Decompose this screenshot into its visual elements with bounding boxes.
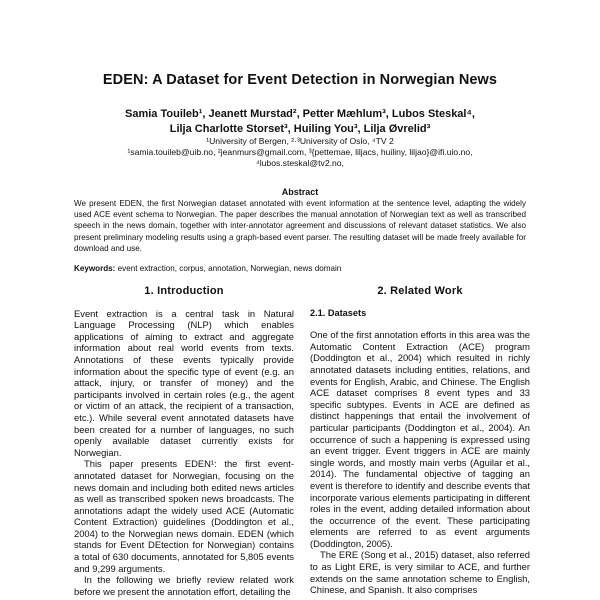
keywords-text: event extraction, corpus, annotation, Norwegian, news domain <box>115 264 342 273</box>
affiliation-line-3: ⁴lubos.steskal@tv2.no, <box>256 158 344 168</box>
authors-line-1: Samia Touileb¹, Jeanett Murstad², Petter Mæhlum³, Lubos Steskal⁴, <box>125 108 475 120</box>
section-introduction-heading: 1. Introduction <box>144 285 224 297</box>
section-related-work-heading: 2. Related Work <box>377 285 463 297</box>
left-column <box>74 286 294 597</box>
affiliation-line-2: ¹samia.touileb@uib.no, ²jeanmurs@gmail.com, ³{pettemae, liljacs, huiliny, liljao}@ifi.uio.no, <box>127 147 473 157</box>
author-list <box>60 107 540 136</box>
keywords <box>74 263 526 274</box>
right-column <box>310 286 530 596</box>
paper-title: EDEN: A Dataset for Event Detection in Norwegian News <box>102 72 498 88</box>
authors-line-2: Lilja Charlotte Storset³, Huiling You³, Lilja Øvrelid³ <box>169 122 431 135</box>
abstract-text: We present EDEN, the first Norwegian dataset annotated with event information at the sentence level, adapting the widely used ACE event schema to Norwegian. The paper describes the manual annotation of Norwegian text as well as transcribed speech in the news domain, together with inter-annotator agreement and discussions of relevant dataset statistics. We also present preliminary modeling results using a graph-based event parser. The resulting dataset will be made freely available for download and use. <box>74 199 526 253</box>
intro-paragraph-2: This paper presents EDEN¹: the first event-annotated dataset for Norwegian, focusing on the news domain and including both edited news articles as well as transcribed spoken news broadcasts. The annotations adapt the widely used ACE (Automatic Content Extraction) guidelines (Doddington et al., 2004) to the Norwegian news domain. EDEN (which stands for Event DEtection for Norwegian) contains a total of 630 documents, annotated for 5,805 events and 9,299 arguments. <box>74 458 294 574</box>
abstract-heading: Abstract <box>281 187 319 197</box>
intro-paragraph-3: In the following we briefly review related work before we present the annotation effort, detailing the <box>74 574 294 597</box>
intro-paragraph-1: Event extraction is a central task in Natural Language Processing (NLP) which enables applications of aiming to extract and aggregate information about real world events from texts. Annotations of these events typically provide information about the specific type of event (e.g. an attack, injury, or transfer of money) and the participants involved in certain roles (e.g., the agent or victim of an attack, the recipient of a transaction, etc.). While several event annotated datasets have been created for a number of languages, no such openly available dataset currently exists for Norwegian. <box>74 307 294 458</box>
keywords-label: Keywords: <box>74 264 116 273</box>
affiliation-line-1: ¹University of Bergen, ²·³University of Oslo, ⁴TV 2 <box>206 136 394 146</box>
related-paragraph-1: One of the first annotation efforts in this area was the Automatic Content Extraction (ACE) program (Doddington et al., 2004) which resulted in richly annotated datasets including entities, relations, and events for English, Arabic, and Chinese. The English ACE dataset comprises 8 event types and 33 specific subtypes. Events in ACE are defined as distinct happenings that entail the involvement of particular participants (Doddington et al., 2004). An occurrence of such a happening is expressed using an event trigger. Event triggers in ACE are mainly single words, and mostly main verbs (Aguilar et al., 2014). The fundamental objective of tagging an event is therefore to identify and describe events that incorporate various elements participating in different roles in the event, adding detailed information about the occurrence of the event. These participating elements are referred to as event arguments (Doddington, 2005). <box>310 329 530 549</box>
affiliations <box>60 136 540 169</box>
subsection-datasets-heading: 2.1. Datasets <box>310 307 367 318</box>
related-paragraph-2: The ERE (Song et al., 2015) dataset, also referred to as Light ERE, is very similar to ACE, and further extends on the same annotation scheme to English, Chinese, and Spanish. It also comprises <box>310 549 530 596</box>
